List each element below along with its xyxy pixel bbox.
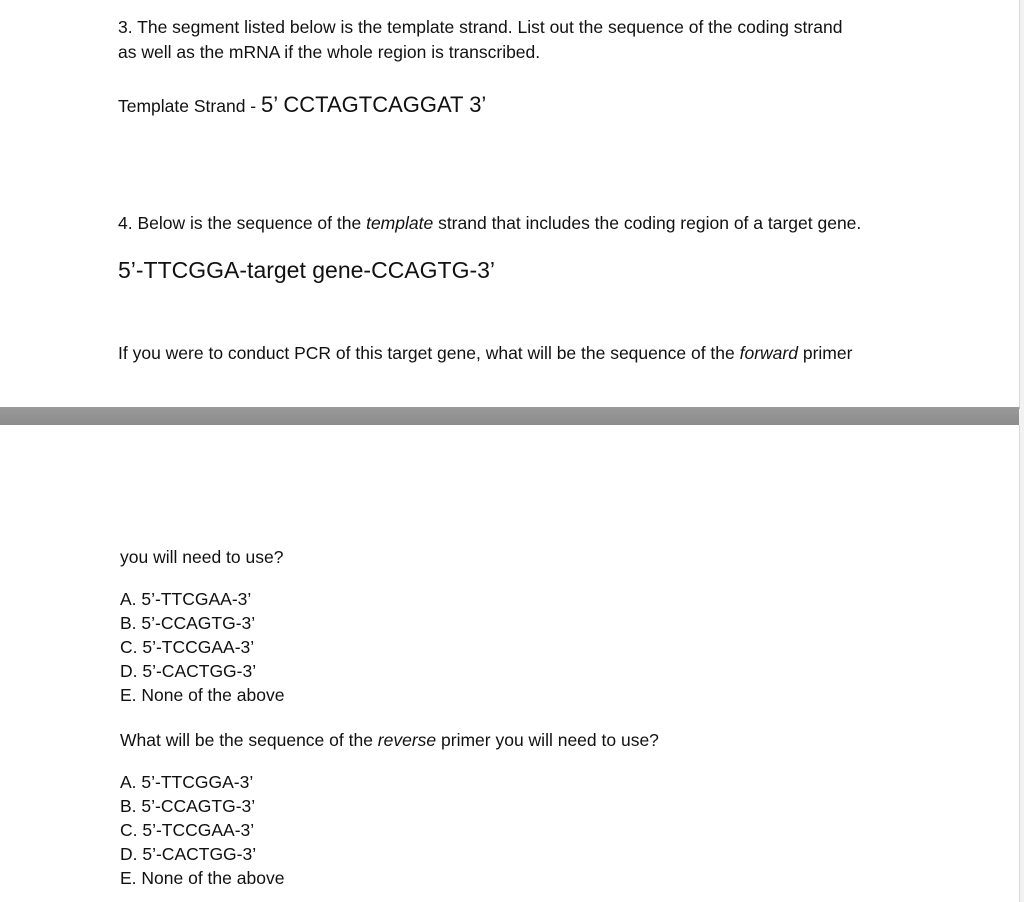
q4-intro (118, 211, 861, 235)
forward-option-d: D. 5’-CACTGG-3’ (120, 661, 257, 681)
reverse-option-c: C. 5’-TCCGAA-3’ (120, 820, 255, 840)
forward-option-c: C. 5’-TCCGAA-3’ (120, 637, 255, 657)
q3-template-label: Template Strand - (118, 96, 261, 116)
q4-reverse-emphasis: reverse (377, 730, 437, 750)
reverse-option-e: E. None of the above (120, 868, 285, 888)
q3-prompt-line-1: 3. The segment listed below is the template strand. List out the sequence of the coding strand (118, 17, 843, 37)
document-page-2 (0, 425, 1020, 902)
q3-prompt-line-2: as well as the mRNA if the whole region is transcribed. (118, 42, 541, 62)
q4-intro-pre: 4. Below is the sequence of the (118, 213, 367, 233)
q4-forward-post: primer (797, 343, 853, 363)
reverse-option-a: A. 5’-TTCGGA-3’ (120, 772, 254, 792)
q4-intro-emphasis: template (366, 213, 434, 233)
q4-forward-prompt (118, 341, 852, 365)
forward-option-b: B. 5’-CCAGTG-3’ (120, 613, 256, 633)
q4-reverse-post: primer you will need to use? (436, 730, 659, 750)
q4-reverse-prompt (120, 728, 659, 752)
reverse-option-d: D. 5’-CACTGG-3’ (120, 844, 257, 864)
forward-option-e: E. None of the above (120, 685, 285, 705)
q3-template-line (118, 91, 486, 119)
document-page-1 (0, 0, 1020, 407)
q4-forward-pre: If you were to conduct PCR of this target gene, what will be the sequence of the (118, 343, 740, 363)
q3-template-sequence: 5’ CCTAGTCAGGAT 3’ (260, 92, 487, 117)
q4-reverse-pre: What will be the sequence of the (120, 730, 378, 750)
page-separator (0, 407, 1019, 425)
reverse-option-b: B. 5’-CCAGTG-3’ (120, 796, 256, 816)
q4-sequence: 5’-TTCGGA-target gene-CCAGTG-3’ (118, 257, 496, 283)
forward-option-a: A. 5’-TTCGAA-3’ (120, 589, 252, 609)
q4-forward-emphasis: forward (739, 343, 798, 363)
q4-forward-prompt-continued: you will need to use? (120, 547, 284, 567)
q4-intro-post: strand that includes the coding region of a target gene. (433, 213, 862, 233)
